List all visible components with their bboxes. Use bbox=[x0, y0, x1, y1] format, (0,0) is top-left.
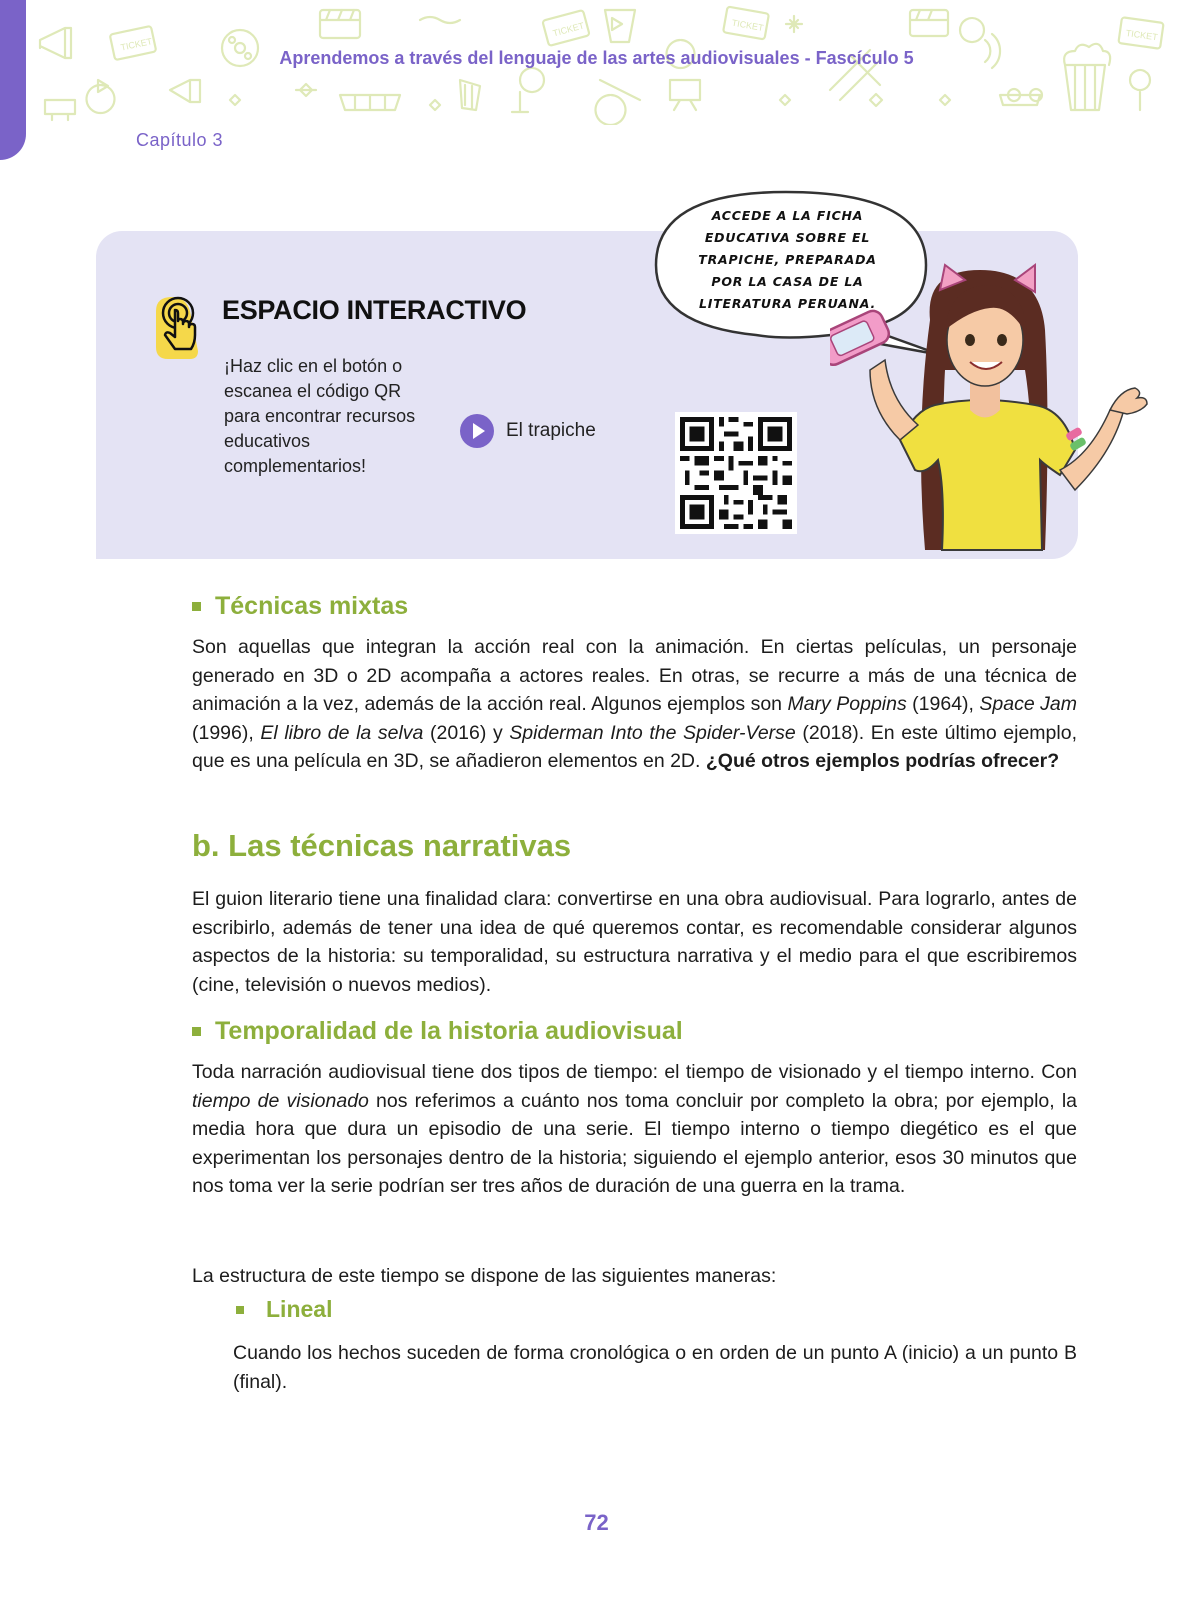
temporalidad-paragraph bbox=[192, 1058, 1077, 1201]
qr-code[interactable] bbox=[675, 412, 797, 534]
temporalidad-heading bbox=[192, 1017, 683, 1046]
svg-text:TICKET: TICKET bbox=[119, 36, 154, 53]
trapiche-link-label[interactable]: El trapiche bbox=[506, 420, 596, 441]
lineal-heading bbox=[236, 1296, 332, 1323]
interactive-title: ESPACIO INTERACTIVO bbox=[222, 295, 527, 325]
text-run: (2016) y bbox=[423, 721, 510, 744]
film-title: Mary Poppins bbox=[787, 693, 907, 715]
speech-bubble-text: ACCEDE A LA FICHA EDUCATIVA SOBRE EL TRAPICHE, PREPARADA POR LA CASA DE LA LITERATURA PERUANA. bbox=[698, 208, 877, 311]
term-text: tiempo de visionado bbox=[192, 1089, 369, 1112]
structure-intro: La estructura de este tiempo se dispone de las siguientes maneras: bbox=[192, 1265, 777, 1287]
tecnicas-mixtas-heading bbox=[192, 592, 408, 621]
bullet-square-icon bbox=[192, 602, 201, 611]
chapter-label: Capítulo 3 bbox=[136, 130, 224, 150]
hand-click-icon bbox=[148, 291, 208, 368]
girl-illustration bbox=[830, 260, 1160, 565]
page-number: 72 bbox=[584, 1510, 609, 1535]
svg-text:TICKET: TICKET bbox=[1125, 27, 1159, 43]
film-title: El libro de la selva bbox=[260, 721, 424, 744]
bullet-square-icon bbox=[236, 1306, 244, 1314]
narrativas-paragraph: El guion literario tiene una finalidad clara: convertirse en una obra audiovisual. Para lograrlo, antes de escribirlo, además de tener una idea de qué queremos contar, es recomendable considerar algunos aspectos de la historia: su temporalidad, su estructura narrativa y el medio para el que escribiremos (cine, televisión o nuevos medios). bbox=[192, 888, 1077, 996]
text-run: (1996), bbox=[192, 721, 261, 744]
interactive-description: ¡Haz clic en el botón o escanea el código QR para encontrar recursos educativos complementarios! bbox=[224, 356, 416, 476]
lineal-paragraph: Cuando los hechos suceden de forma cronológica o en orden de un punto A (inicio) a un punto B (final). bbox=[233, 1342, 1077, 1393]
section-heading-narrativas: b. Las técnicas narrativas bbox=[192, 828, 572, 863]
film-title: Spiderman Into the Spider-Verse bbox=[509, 721, 796, 744]
svg-text:TICKET: TICKET bbox=[730, 17, 765, 34]
bullet-square-icon bbox=[192, 1027, 201, 1036]
text-run: (2018). En este último ejemplo, que es una película en 3D, se añadieron elementos en 2D. bbox=[192, 721, 1077, 772]
text-run: nos referimos a cuánto nos toma concluir por completo la obra; por ejemplo, la media hora que dura un episodio de una serie. El tiempo interno o tiempo diegético es el que experimentan los personajes dentro de la historia; siguiendo el ejemplo anterior, esos 30 minutos que nos toma ver la serie podrían ser tres años de duración de una guerra en la trama. bbox=[192, 1089, 1077, 1197]
film-title: Space Jam bbox=[979, 693, 1077, 715]
tecnicas-mixtas-paragraph bbox=[192, 633, 1077, 776]
question-text: ¿Qué otros ejemplos podrías ofrecer? bbox=[705, 750, 1060, 772]
temporalidad-title: Temporalidad de la historia audiovisual bbox=[215, 1017, 683, 1045]
text-run: Son aquellas que integran la acción real con la animación. En ciertas películas, un personaje generado en 3D o 2D acompaña a actores reales. En otras, se recurre a más de una técnica de animación a la vez, además de la acción real. Algunos ejemplos son bbox=[192, 636, 1077, 715]
tecnicas-mixtas-title: Técnicas mixtas bbox=[215, 592, 409, 620]
page-corner-tab bbox=[0, 0, 26, 160]
text-run: Toda narración audiovisual tiene dos tipos de tiempo: el tiempo de visionado y el tiempo interno. Con bbox=[192, 1061, 1077, 1083]
svg-text:TICKET: TICKET bbox=[551, 20, 586, 39]
text-run: (1964), bbox=[906, 693, 980, 715]
play-icon[interactable] bbox=[460, 414, 494, 448]
running-title: Aprendemos a través del lenguaje de las artes audiovisuales - Fascículo 5 bbox=[279, 48, 914, 68]
lineal-title: Lineal bbox=[266, 1296, 333, 1322]
trapiche-link-button[interactable] bbox=[460, 414, 596, 448]
